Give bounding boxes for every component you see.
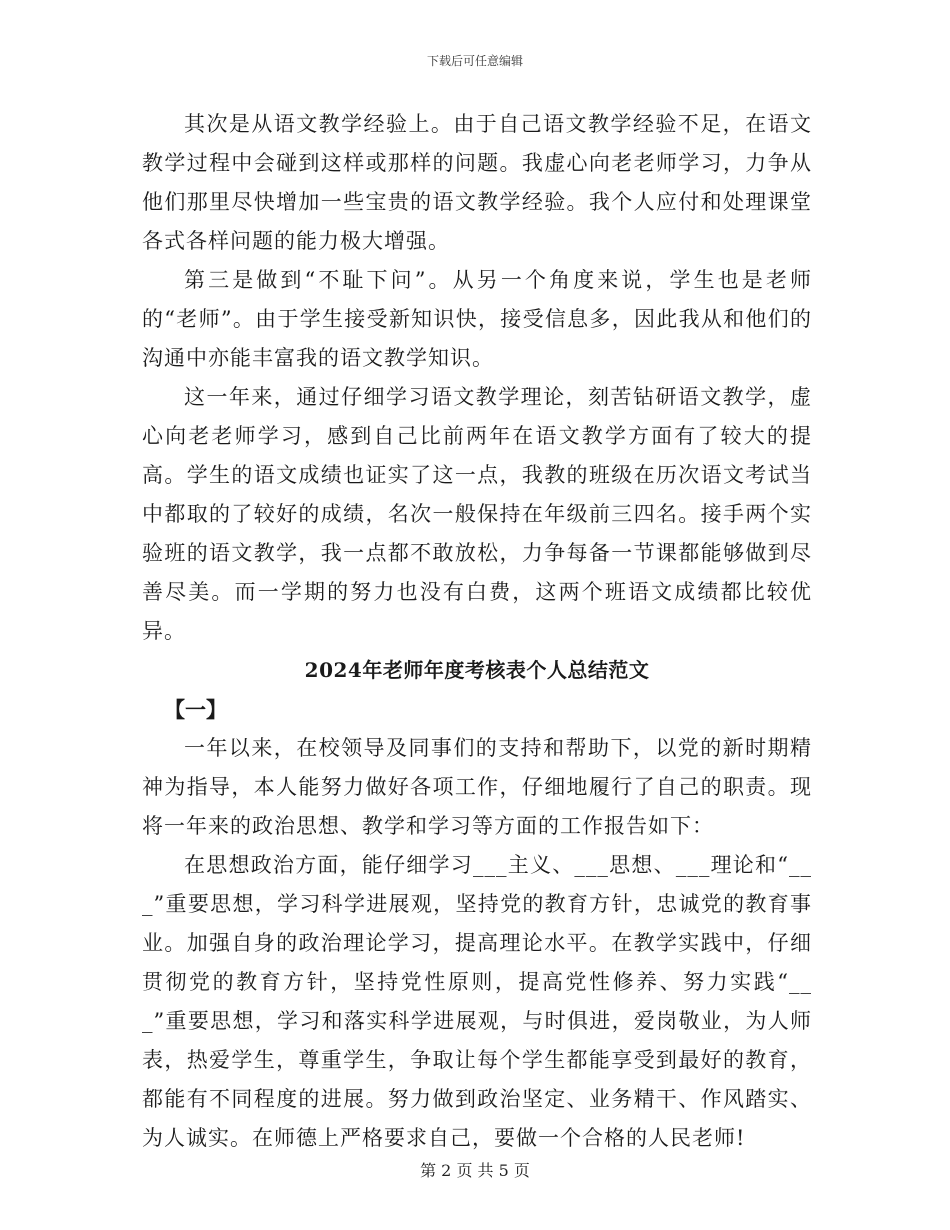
section-marker: 【一】 <box>164 697 227 722</box>
page-number: 第 2 页 共 5 页 <box>420 1161 530 1180</box>
paragraph-political-thought: 在思想政治方面，能仔细学习___主义、___思想、___理论和“___”重要思想，学习科学进展观，坚持党的教育方针，忠诚党的教育事业。加强自身的政治理论学习，提高理论水平。在教学实践中，仔细贯彻党的教育方针，坚持党性原则，提高党性修养、努力实践“___”重要思想，学习和落实科学进展观，与时俱进，爱岗敬业，为人师表，热爱学生，尊重学生，争取让每个学生都能享受到最好的教育，都能有不同程度的进展。努力做到政治坚定、业务精干、作风踏实、为人诚实。在师德上严格要求自己，要做一个合格的人民老师! <box>142 853 812 1150</box>
page-header: 下载后可任意编辑 <box>426 54 523 68</box>
document-body <box>142 105 812 1158</box>
document-title: 2024年老师年度考核表个人总结范文 <box>304 658 650 682</box>
paragraph-ask-questions: 第三是做到“不耻下问”。从另一个角度来说，学生也是老师的“老师”。由于学生接受新知识快，接受信息多，因此我从和他们的沟通中亦能丰富我的语文教学知识。 <box>142 268 812 370</box>
paragraph-teaching-experience: 其次是从语文教学经验上。由于自己语文教学经验不足，在语文教学过程中会碰到这样或那样的问题。我虚心向老老师学习，力争从他们那里尽快增加一些宝贵的语文教学经验。我个人应付和处理课堂各式各样问题的能力极大增强。 <box>142 112 812 253</box>
paragraph-intro: 一年以来，在校领导及同事们的支持和帮助下，以党的新时期精神为指导，本人能努力做好各项工作，仔细地履行了自己的职责。现将一年来的政治思想、教学和学习等方面的工作报告如下： <box>142 736 812 838</box>
paragraph-year-summary: 这一年来，通过仔细学习语文教学理论，刻苦钻研语文教学，虚心向老老师学习，感到自己比前两年在语文教学方面有了较大的提高。学生的语文成绩也证实了这一点，我教的班级在历次语文考试当中都取的了较好的成绩，名次一般保持在年级前三四名。接手两个实验班的语文教学，我一点都不敢放松，力争每备一节课都能够做到尽善尽美。而一学期的努力也没有白费，这两个班语文成绩都比较优异。 <box>142 385 812 643</box>
